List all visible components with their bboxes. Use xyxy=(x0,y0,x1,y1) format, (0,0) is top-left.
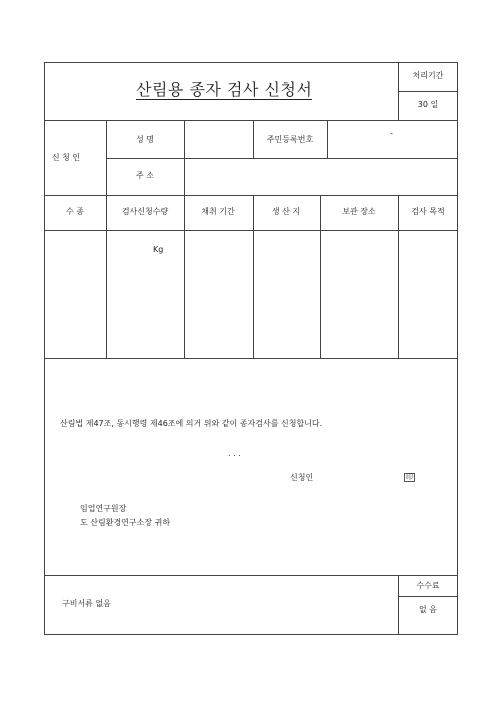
header-origin: 생 산 지 xyxy=(271,207,301,216)
divider xyxy=(398,195,399,358)
divider xyxy=(184,158,185,195)
processing-period-label: 처리기간 xyxy=(412,71,444,80)
divider xyxy=(184,195,185,358)
divider xyxy=(327,120,328,158)
signature-applicant-label: 신청인 xyxy=(290,473,314,482)
quantity-unit: Kg xyxy=(153,245,164,254)
header-purpose: 검사 목적 xyxy=(411,207,445,216)
declaration-statement: 산림법 제47조, 동시행령 제46조에 의거 위와 같이 종자검사를 신청합니다. xyxy=(60,419,323,428)
resident-id-label: 주민등록번호 xyxy=(266,135,314,144)
header-collection-period: 채취 기간 xyxy=(201,207,235,216)
address-label: 주 소 xyxy=(136,171,154,180)
applicant-section-label: 신 청 인 xyxy=(51,153,81,162)
divider xyxy=(398,575,399,635)
fee-label: 수수료 xyxy=(416,581,440,590)
divider xyxy=(253,195,254,358)
divider xyxy=(253,120,254,158)
divider xyxy=(398,596,458,597)
date-line: . . . xyxy=(228,449,241,458)
header-species: 수 종 xyxy=(66,207,84,216)
recipient-line-2: 도 산림환경연구소장 귀하 xyxy=(80,518,171,527)
divider xyxy=(106,195,107,358)
processing-period-value: 30 일 xyxy=(417,100,439,109)
divider xyxy=(106,120,107,195)
form-title: 산림용 종자 검사 신청서 xyxy=(136,80,313,99)
recipient-line-1: 임업연구원장 xyxy=(80,504,127,513)
divider xyxy=(106,158,458,159)
seal-mark: 印 xyxy=(406,473,413,481)
divider xyxy=(320,195,321,358)
fee-value: 없 음 xyxy=(419,605,437,614)
name-label: 성 명 xyxy=(136,135,154,144)
divider xyxy=(398,62,399,120)
divider xyxy=(184,120,185,158)
header-storage: 보관 장소 xyxy=(342,207,376,216)
divider xyxy=(398,91,458,92)
divider xyxy=(44,358,458,359)
required-documents: 구비서류 없음 xyxy=(62,599,111,608)
divider xyxy=(44,575,458,576)
header-quantity: 검사신청수량 xyxy=(121,207,169,216)
resident-id-dash: - xyxy=(390,129,393,138)
